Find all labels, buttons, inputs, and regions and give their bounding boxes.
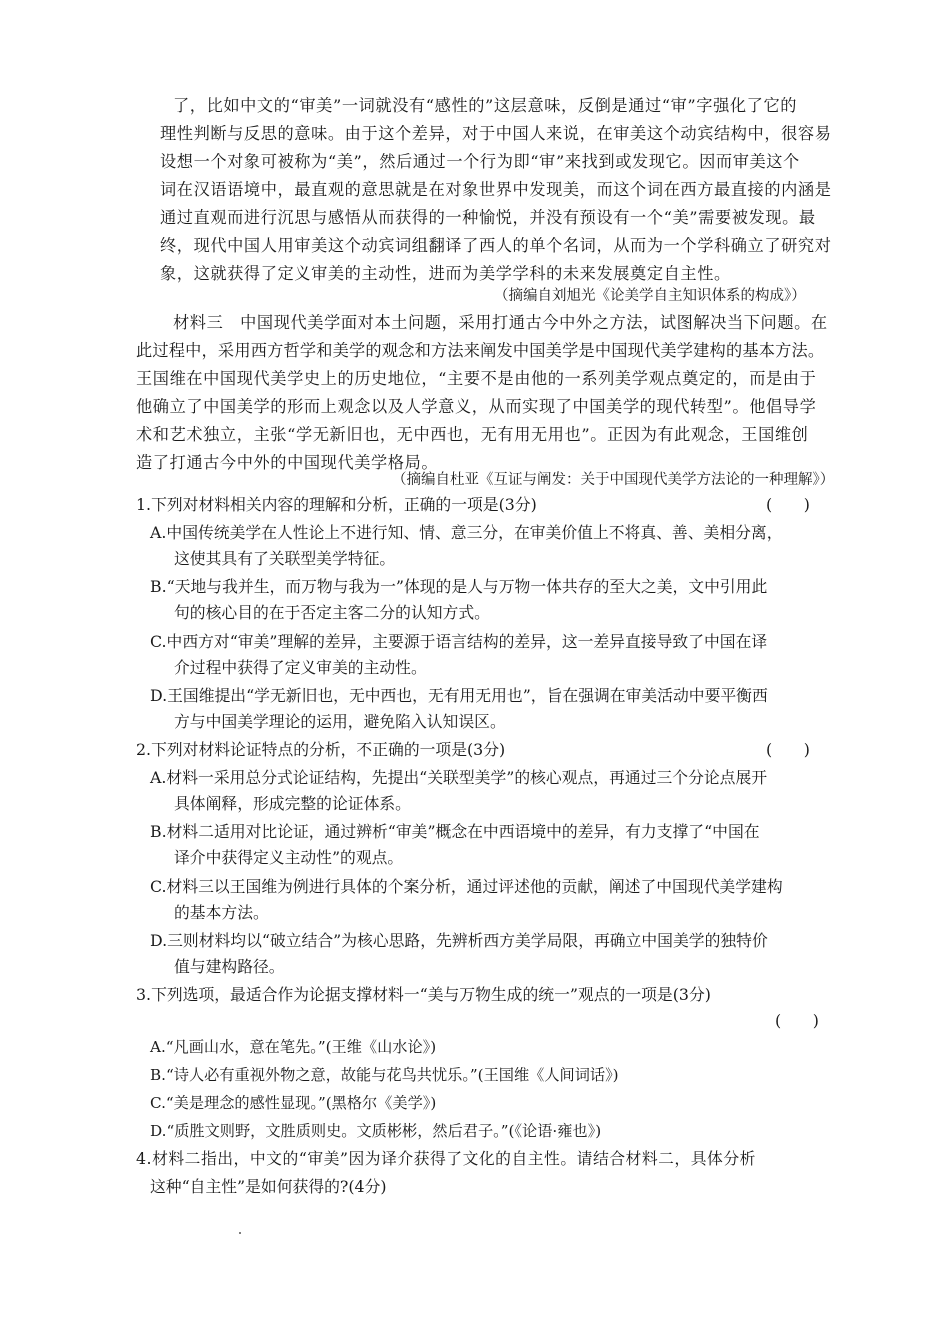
option-c: C.“美是理念的感性显现。”(黑格尔《美学》): [150, 1094, 437, 1112]
option-b-cont: 句的核心目的在于否定主客二分的认知方式。: [174, 603, 490, 622]
option-c-cont: 介过程中获得了定义审美的主动性。: [174, 658, 427, 677]
question-stem-cont: 这种“自主性”是如何获得的?(4分): [150, 1177, 387, 1196]
passage-line: 设想一个对象可被称为“美”，然后通过一个行为即“审”来找到或发现它。因而审美这个: [160, 152, 800, 171]
passage-line: 终，现代中国人用审美这个动宾词组翻译了西人的单个名词，从而为一个学科确立了研究对: [160, 236, 832, 255]
option-a: A.中国传统美学在人性论上不进行知、情、意三分，在审美价值上不将真、善、美相分离，: [150, 523, 783, 542]
answer-blank[interactable]: ( ): [766, 740, 810, 759]
passage-line: 造了打通古今中外的中国现代美学格局。: [136, 453, 439, 472]
source-citation: （摘编自刘旭光《论美学自主知识体系的构成》）: [494, 288, 806, 304]
passage-line: 了，比如中文的“审美”一词就没有“感性的”这层意味，反倒是通过“审”字强化了它的: [173, 96, 798, 115]
option-c-cont: 的基本方法。: [174, 903, 269, 922]
option-c: C.中西方对“审美”理解的差异，主要源于语言结构的差异，这一差异直接导致了中国在译: [150, 632, 768, 651]
passage-line: 词在汉语语境中，最直观的意思就是在对象世界中发现美，而这个词在西方最直接的内涵是: [160, 180, 832, 199]
answer-blank[interactable]: ( ): [766, 495, 810, 514]
option-a: A.“凡画山水，意在笔先。”(王维《山水论》): [150, 1038, 437, 1056]
option-b-cont: 译介中获得定义主动性”的观点。: [174, 848, 404, 867]
passage-line: 王国维在中国现代美学史上的历史地位，“主要不是由他的一系列美学观点奠定的，而是由于: [136, 369, 817, 388]
option-c: C.材料三以王国维为例进行具体的个案分析，通过评述他的贡献，阐述了中国现代美学建构: [150, 877, 783, 896]
option-d: D.“质胜文则野，文胜质则史。文质彬彬，然后君子。”(《论语·雍也》): [150, 1122, 602, 1140]
passage-line: 象，这就获得了定义审美的主动性，进而为美学学科的未来发展奠定自主性。: [160, 264, 731, 283]
passage-line: 此过程中，采用西方哲学和美学的观念和方法来阐发中国美学是中国现代美学建构的基本方法。: [136, 341, 825, 360]
question-stem: 2.下列对材料论证特点的分析，不正确的一项是(3分): [136, 740, 506, 759]
option-b: B.材料二适用对比论证，通过辨析“审美”概念在中西语境中的差异，有力支撑了“中国在: [150, 822, 760, 841]
option-a-cont: 具体阐释，形成完整的论证体系。: [174, 794, 411, 813]
option-d-cont: 值与建构路径。: [174, 957, 285, 976]
answer-blank[interactable]: ( ): [775, 1011, 819, 1030]
scan-artifact: [239, 1232, 241, 1234]
passage-line: 他确立了中国美学的形而上观念以及人学意义，从而实现了中国美学的现代转型”。他倡导学: [136, 397, 817, 416]
option-b: B.“天地与我并生，而万物与我为一”体现的是人与万物一体共存的至大之美，文中引用此: [150, 577, 768, 596]
passage-line: 理性判断与反思的意味。由于这个差异，对于中国人来说，在审美这个动宾结构中，很容易: [160, 124, 832, 143]
passage-line: 材料三 中国现代美学面对本土问题，采用打通古今中外之方法，试图解决当下问题。在: [173, 313, 828, 332]
source-citation: （摘编自杜亚《互证与阐发：关于中国现代美学方法论的一种理解》）: [392, 472, 835, 488]
option-d: D.王国维提出“学无新旧也，无中西也，无有用无用也”，旨在强调在审美活动中要平衡西: [150, 686, 768, 705]
option-b: B.“诗人必有重视外物之意，故能与花鸟共忧乐。”(王国维《人间词话》): [150, 1066, 619, 1084]
question-stem: 4.材料二指出，中文的“审美”因为译介获得了文化的自主性。请结合材料二，具体分析: [136, 1149, 756, 1168]
question-stem: 3.下列选项，最适合作为论据支撑材料一“美与万物生成的统一”观点的一项是(3分): [136, 985, 711, 1004]
option-a: A.材料一采用总分式论证结构，先提出“关联型美学”的核心观点，再通过三个分论点展开: [150, 768, 768, 787]
passage-line: 术和艺术独立，主张“学无新旧也，无中西也，无有用无用也”。正因为有此观念，王国维创: [136, 425, 809, 444]
passage-line: 通过直观而进行沉思与感悟从而获得的一种愉悦，并没有预设有一个“美”需要被发现。最: [160, 208, 816, 227]
option-d-cont: 方与中国美学理论的运用，避免陷入认知误区。: [174, 712, 506, 731]
option-d: D.三则材料均以“破立结合”为核心思路，先辨析西方美学局限，再确立中国美学的独特价: [150, 931, 768, 950]
option-a-cont: 这使其具有了关联型美学特征。: [174, 549, 396, 568]
question-stem: 1.下列对材料相关内容的理解和分析，正确的一项是(3分): [136, 495, 537, 514]
